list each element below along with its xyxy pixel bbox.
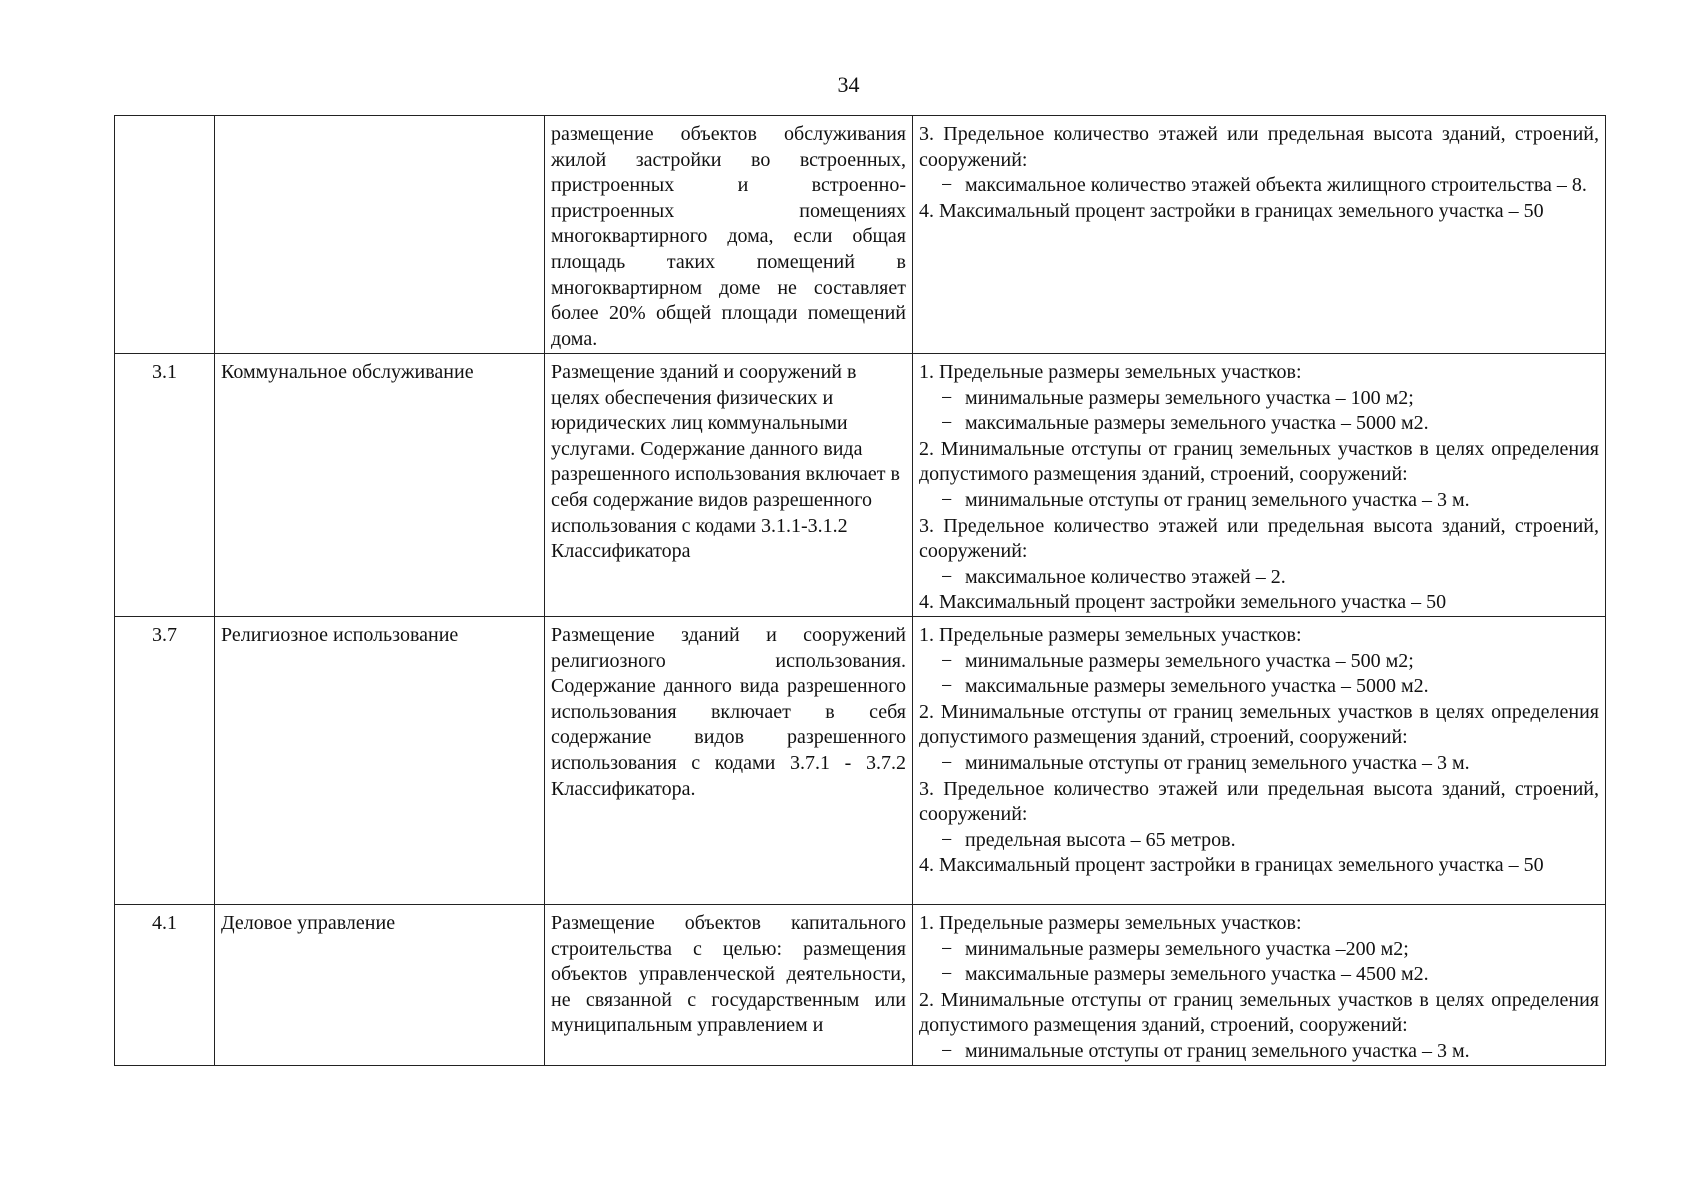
param-bullet	[919, 751, 1599, 777]
param-paragraph: 1. Предельные размеры земельных участков:	[919, 361, 1302, 383]
param-bullet	[919, 488, 1599, 514]
dash-icon: −	[941, 649, 953, 672]
dash-icon: −	[941, 565, 953, 588]
param-paragraph: 1. Предельные размеры земельных участков:	[919, 911, 1302, 934]
dash-icon: −	[941, 174, 953, 197]
code-cell	[115, 116, 215, 354]
param-bullet	[919, 1039, 1599, 1065]
dash-icon: −	[941, 675, 953, 698]
param-paragraph: 2. Минимальные отступы от границ земельных участков в целях определения допустимого размещения зданий, строений, сооружений:	[919, 700, 1599, 749]
param-bullet	[919, 962, 1599, 988]
param-bullet	[919, 828, 1599, 854]
param-text: предельная высота – 65 метров.	[965, 828, 1236, 851]
dash-icon: −	[941, 937, 953, 960]
param-bullet	[919, 173, 1599, 199]
param-paragraph: 2. Минимальные отступы от границ земельных участков в целях определения допустимого размещения зданий, строений, сооружений:	[919, 437, 1599, 486]
page-number: 34	[837, 72, 860, 97]
name-cell: Религиозное использование	[215, 616, 545, 904]
dash-icon: −	[941, 963, 953, 986]
param-text: максимальные размеры земельного участка – 5000 м2.	[965, 675, 1429, 698]
param-paragraph: 1. Предельные размеры земельных участков:	[919, 623, 1302, 646]
param-paragraph: 4. Максимальный процент застройки в границах земельного участка – 50	[919, 199, 1544, 222]
table-row	[115, 116, 1606, 354]
name-cell	[215, 116, 545, 354]
param-bullet	[919, 411, 1599, 437]
param-paragraph: 3. Предельное количество этажей или предельная высота зданий, строений, сооружений:	[919, 514, 1599, 563]
param-text: минимальные отступы от границ земельного участка – 3 м.	[965, 488, 1470, 511]
param-text: максимальные размеры земельного участка – 4500 м2.	[965, 963, 1429, 986]
table-row	[115, 354, 1606, 617]
code-cell: 4.1	[115, 904, 215, 1065]
param-text: минимальные размеры земельного участка – 100 м2;	[965, 386, 1414, 409]
param-paragraph: 3. Предельное количество этажей или предельная высота зданий, строений, сооружений:	[919, 123, 1599, 171]
dash-icon: −	[941, 386, 953, 409]
code-cell: 3.7	[115, 616, 215, 904]
description-cell: Размещение объектов капитального строительства с целью: размещения объектов управленческой деятельности, не связанной с государственным или муниципальным управлением и	[545, 904, 913, 1065]
param-paragraph: 4. Максимальный процент застройки в границах земельного участка – 50	[919, 854, 1544, 877]
param-paragraph: 4. Максимальный процент застройки земельного участка – 50	[919, 591, 1447, 614]
name-cell: Коммунальное обслуживание	[215, 354, 545, 617]
dash-icon: −	[941, 488, 953, 511]
params-cell	[913, 116, 1606, 354]
param-paragraph: 2. Минимальные отступы от границ земельных участков в целях определения допустимого размещения зданий, строений, сооружений:	[919, 988, 1599, 1037]
param-bullet	[919, 937, 1599, 963]
name-cell: Деловое управление	[215, 904, 545, 1065]
table-row	[115, 616, 1606, 904]
param-bullet	[919, 565, 1599, 591]
param-text: максимальное количество этажей объекта жилищного строительства – 8.	[965, 174, 1587, 197]
param-text: максимальные размеры земельного участка – 5000 м2.	[965, 412, 1429, 435]
description-cell: размещение объектов обслуживания жилой застройки во встроенных, пристроенных и встроенно-пристроенных помещениях многоквартирного дома, если общая площадь таких помещений в многоквартирном доме не составляет более 20% общей площади помещений дома.	[545, 116, 913, 354]
params-cell	[913, 354, 1606, 617]
params-cell	[913, 616, 1606, 904]
table-row	[115, 904, 1606, 1065]
param-text: минимальные размеры земельного участка –200 м2;	[965, 937, 1409, 960]
params-cell	[913, 904, 1606, 1065]
param-text: минимальные отступы от границ земельного участка – 3 м.	[965, 751, 1470, 774]
dash-icon: −	[941, 751, 953, 774]
param-bullet	[919, 674, 1599, 700]
dash-icon: −	[941, 1039, 953, 1062]
description-cell: Размещение зданий и сооружений религиозного использования. Содержание данного вида разрешенного использования включает в себя содержание видов разрешенного использования с кодами 3.7.1 - 3.7.2 Классификатора.	[545, 616, 913, 904]
param-bullet	[919, 386, 1599, 412]
param-text: максимальное количество этажей – 2.	[965, 565, 1286, 588]
param-bullet	[919, 649, 1599, 675]
dash-icon: −	[941, 828, 953, 851]
code-cell: 3.1	[115, 354, 215, 617]
param-text: минимальные отступы от границ земельного участка – 3 м.	[965, 1039, 1470, 1062]
param-text: минимальные размеры земельного участка – 500 м2;	[965, 649, 1414, 672]
land-use-table	[114, 115, 1606, 1066]
param-paragraph: 3. Предельное количество этажей или предельная высота зданий, строений, сооружений:	[919, 777, 1599, 826]
description-cell: Размещение зданий и сооружений в целях обеспечения физических и юридических лиц коммунальными услугами. Содержание данного вида разрешенного использования включает в себя содержание видов разрешенного использования с кодами 3.1.1-3.1.2 Классификатора	[545, 354, 913, 617]
dash-icon: −	[941, 412, 953, 435]
